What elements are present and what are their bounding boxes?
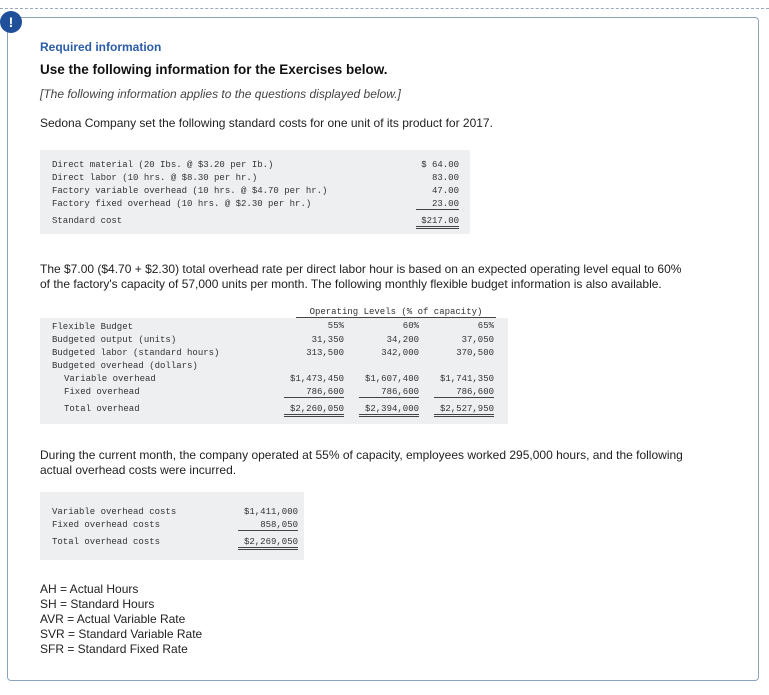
budget-cell: 34,200 — [386, 335, 419, 345]
info-note: [The following information applies to the questions displayed below.] — [40, 87, 401, 101]
budget-cell: $1,473,450 — [289, 374, 344, 384]
std-total-label: Standard cost — [52, 216, 123, 226]
budget-cell: 313,500 — [306, 348, 344, 358]
std-row-value: 47.00 — [431, 186, 459, 196]
budget-cell: $1,741,350 — [439, 374, 494, 384]
variable-overhead-label: Variable overhead — [64, 374, 156, 384]
total-overhead-label: Total overhead — [64, 404, 140, 414]
abbreviation-item: AVR = Actual Variable Rate — [40, 612, 186, 626]
budget-cell: 786,600 — [359, 387, 419, 398]
use-info-heading: Use the following information for the Exercises below. — [40, 62, 388, 77]
top-divider — [0, 8, 769, 9]
std-total-value: $217.00 — [416, 216, 459, 229]
actual-row-label: Fixed overhead costs — [52, 520, 161, 530]
abbreviation-item: SVR = Standard Variable Rate — [40, 627, 203, 641]
budget-cell: 37,050 — [461, 335, 494, 345]
budget-cell: 370,500 — [456, 348, 494, 358]
budget-cell: $1,607,400 — [364, 374, 419, 384]
flexible-budget-title: Flexible Budget — [52, 322, 134, 332]
overhead-rate-text-2: of the factory's capacity of 57,000 units per month. The following monthly flexible budget information is also available. — [40, 277, 662, 291]
budget-cell: $2,394,000 — [359, 404, 419, 417]
std-row-label: Direct labor (10 hrs. @ $8.30 per hr.) — [52, 173, 258, 183]
abbreviation-item: SFR = Standard Fixed Rate — [40, 642, 188, 656]
std-row-value: 83.00 — [431, 173, 459, 183]
abbreviation-item: AH = Actual Hours — [40, 582, 139, 596]
overhead-rate-text-1: The $7.00 ($4.70 + $2.30) total overhead rate per direct labor hour is based on an expected operating level equal to 60% — [40, 262, 682, 276]
operating-levels-header: Operating Levels (% of capacity) — [296, 307, 496, 318]
budget-cell: 31,350 — [311, 335, 344, 345]
actual-text-2: actual overhead costs were incurred. — [40, 463, 237, 477]
actual-row-value: $1,411,000 — [243, 507, 298, 517]
budget-overhead-label: Budgeted overhead (dollars) — [52, 361, 198, 371]
abbreviation-item: SH = Standard Hours — [40, 597, 155, 611]
actual-total-value: $2,269,050 — [238, 537, 298, 550]
budget-cell: 786,600 — [284, 387, 344, 398]
level-header: 60% — [402, 321, 419, 331]
actual-row-value: 858,050 — [238, 520, 298, 531]
budget-cell: 342,000 — [381, 348, 419, 358]
std-row-value: 23.00 — [416, 199, 459, 210]
budget-cell: $2,260,050 — [284, 404, 344, 417]
required-info-heading: Required information — [40, 40, 162, 54]
budget-labor-label: Budgeted labor (standard hours) — [52, 348, 220, 358]
actual-text-1: During the current month, the company operated at 55% of capacity, employees worked 295,000 hours, and the following — [40, 448, 683, 462]
std-row-label: Factory variable overhead (10 hrs. @ $4.70 per hr.) — [52, 186, 328, 196]
budget-output-label: Budgeted output (units) — [52, 335, 177, 345]
std-row-value: $ 64.00 — [421, 160, 459, 170]
level-header: 55% — [327, 321, 344, 331]
alert-icon: ! — [0, 11, 22, 33]
std-row-label: Factory fixed overhead (10 hrs. @ $2.30 per hr.) — [52, 199, 312, 209]
fixed-overhead-label: Fixed overhead — [64, 387, 140, 397]
level-header: 65% — [477, 321, 494, 331]
budget-cell: $2,527,950 — [434, 404, 494, 417]
budget-cell: 786,600 — [434, 387, 494, 398]
actual-row-label: Variable overhead costs — [52, 507, 177, 517]
std-row-label: Direct material (20 Ibs. @ $3.20 per Ib.) — [52, 160, 274, 170]
intro-text: Sedona Company set the following standard costs for one unit of its product for 2017. — [40, 116, 493, 130]
actual-total-label: Total overhead costs — [52, 537, 161, 547]
